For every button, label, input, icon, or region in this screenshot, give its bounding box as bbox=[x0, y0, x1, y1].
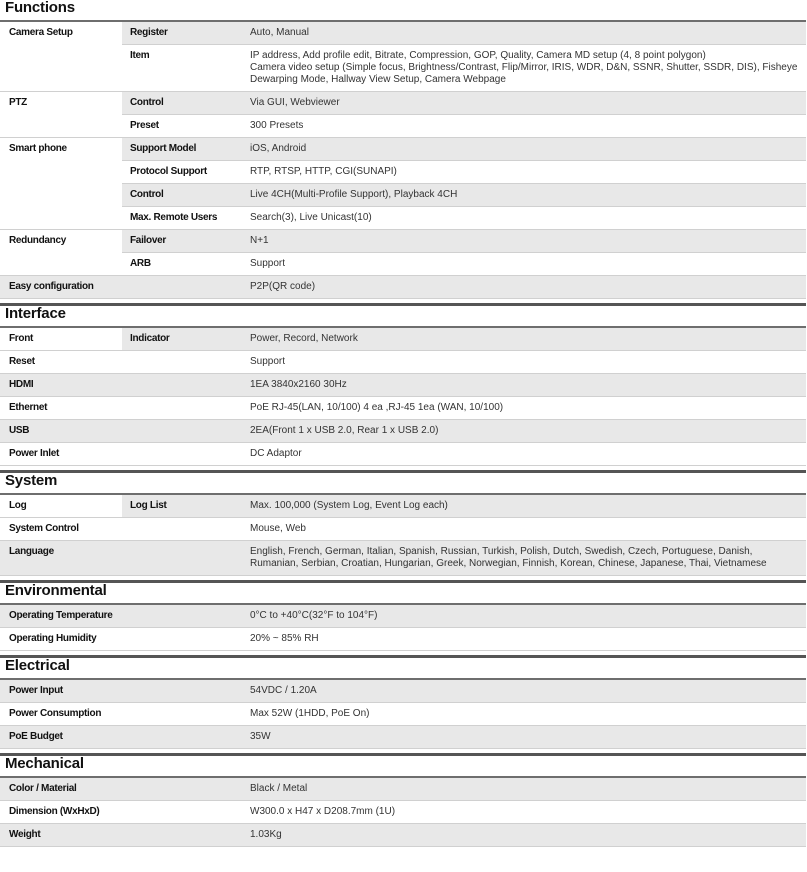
group-label-cell bbox=[0, 230, 122, 276]
group-label-cell bbox=[0, 138, 122, 230]
spec-label: PoE Budget bbox=[9, 731, 63, 742]
group-rows bbox=[122, 495, 806, 518]
spec-sub-label: Support Model bbox=[130, 143, 197, 154]
spec-group-ptz bbox=[0, 92, 806, 138]
group-label-cell bbox=[0, 92, 122, 138]
section-title: System bbox=[5, 472, 58, 489]
spec-row bbox=[122, 45, 806, 92]
spec-row bbox=[122, 207, 806, 230]
section-title: Electrical bbox=[5, 657, 70, 674]
section-environmental bbox=[0, 583, 807, 658]
spec-value: Search(3), Live Unicast(10) bbox=[250, 212, 372, 223]
group-rows bbox=[122, 138, 806, 230]
spec-value: Max 52W (1HDD, PoE On) bbox=[250, 708, 370, 719]
spec-row-system-control bbox=[0, 518, 806, 541]
spec-value: IP address, Add profile edit, Bitrate, Compression, GOP, Quality, Camera MD setup (4, 8 point polygon) Camera video setup (Simple focus, Brightness/Contrast, Flip/Mirror, IRIS, WDR, D&N, SSNR, Shutter, SSDR, DIS), Fisheye Dewarping Mode, Hallway View Setup, Camera Webpage bbox=[250, 50, 798, 85]
spec-sub-label: Protocol Support bbox=[130, 166, 207, 177]
spec-sub-label: Max. Remote Users bbox=[130, 212, 218, 223]
group-rows bbox=[122, 92, 806, 138]
spec-row bbox=[122, 184, 806, 207]
section-interface bbox=[0, 306, 807, 473]
spec-row-operating-temperature bbox=[0, 605, 806, 628]
spec-sub-label: Indicator bbox=[130, 333, 170, 344]
spec-value: RTP, RTSP, HTTP, CGI(SUNAPI) bbox=[250, 166, 397, 177]
spec-label: Easy configuration bbox=[9, 281, 94, 292]
spec-label: Color / Material bbox=[9, 783, 77, 794]
spec-label: Dimension (WxHxD) bbox=[9, 806, 100, 817]
spec-sub-label: Item bbox=[130, 50, 150, 61]
spec-label: Weight bbox=[9, 829, 41, 840]
spec-row-usb bbox=[0, 420, 806, 443]
spec-group-redundancy bbox=[0, 230, 806, 276]
spec-row bbox=[122, 22, 806, 45]
spec-value: 2EA(Front 1 x USB 2.0, Rear 1 x USB 2.0) bbox=[250, 425, 439, 436]
spec-row bbox=[122, 253, 806, 276]
spec-group-log bbox=[0, 495, 806, 518]
spec-row-poe-budget bbox=[0, 726, 806, 749]
spec-value: 35W bbox=[250, 731, 271, 742]
spec-row bbox=[122, 161, 806, 184]
section-system bbox=[0, 473, 807, 583]
group-label-cell bbox=[0, 495, 122, 518]
section-title: Environmental bbox=[5, 582, 107, 599]
spec-value: 1EA 3840x2160 30Hz bbox=[250, 379, 347, 390]
group-rows bbox=[122, 328, 806, 351]
spec-value: 54VDC / 1.20A bbox=[250, 685, 317, 696]
spec-label: Reset bbox=[9, 356, 35, 367]
section-title: Interface bbox=[5, 305, 66, 322]
section-title: Mechanical bbox=[5, 755, 84, 772]
section-title: Functions bbox=[5, 0, 75, 16]
spec-row-reset bbox=[0, 351, 806, 374]
spec-row-hdmi bbox=[0, 374, 806, 397]
spec-sub-label: Register bbox=[130, 27, 168, 38]
group-label-cell bbox=[0, 328, 122, 351]
spec-value: Support bbox=[250, 356, 286, 367]
spec-sub-label: Control bbox=[130, 97, 164, 108]
spec-row bbox=[122, 328, 806, 351]
spec-value: N+1 bbox=[250, 235, 269, 246]
spec-label: Power Inlet bbox=[9, 448, 60, 459]
spec-row bbox=[122, 230, 806, 253]
spec-value: 0°C to +40°C(32°F to 104°F) bbox=[250, 610, 378, 621]
spec-sub-label: Preset bbox=[130, 120, 159, 131]
spec-row bbox=[122, 495, 806, 518]
spec-row-language bbox=[0, 541, 806, 576]
group-label: Front bbox=[9, 333, 34, 344]
spec-label: System Control bbox=[9, 523, 79, 534]
group-label: Log bbox=[9, 500, 27, 511]
spec-value: English, French, German, Italian, Spanish, Russian, Turkish, Polish, Dutch, Swedish, Czech, Portuguese, Danish, Rumanian, Serbian, Croatian, Hungarian, Greek, Norwegian, Finnish, Korean, Chinese, Japanese, Thai, Vietnamese bbox=[250, 546, 767, 569]
spec-label: Operating Humidity bbox=[9, 633, 97, 644]
spec-row-operating-humidity bbox=[0, 628, 806, 651]
group-label: Redundancy bbox=[9, 235, 67, 246]
spec-value: 300 Presets bbox=[250, 120, 304, 131]
group-rows bbox=[122, 22, 806, 92]
spec-label: HDMI bbox=[9, 379, 34, 390]
spec-value: Live 4CH(Multi-Profile Support), Playback 4CH bbox=[250, 189, 458, 200]
group-label: Camera Setup bbox=[9, 27, 73, 38]
spec-group-camera-setup bbox=[0, 22, 806, 92]
spec-row bbox=[122, 138, 806, 161]
spec-value: 1.03Kg bbox=[250, 829, 282, 840]
spec-row bbox=[122, 115, 806, 138]
spec-sub-label: Log List bbox=[130, 500, 167, 511]
spec-value: 20% ~ 85% RH bbox=[250, 633, 319, 644]
spec-value: DC Adaptor bbox=[250, 448, 302, 459]
spec-row-power-input bbox=[0, 680, 806, 703]
spec-value: iOS, Android bbox=[250, 143, 307, 154]
spec-label: Operating Temperature bbox=[9, 610, 113, 621]
spec-value: P2P(QR code) bbox=[250, 281, 316, 292]
spec-label: USB bbox=[9, 425, 30, 436]
spec-row-color-material bbox=[0, 778, 806, 801]
spec-sub-label: Control bbox=[130, 189, 164, 200]
group-label: PTZ bbox=[9, 97, 27, 108]
spec-value: Black / Metal bbox=[250, 783, 308, 794]
spec-value: Power, Record, Network bbox=[250, 333, 358, 344]
section-electrical bbox=[0, 658, 807, 756]
spec-value: Support bbox=[250, 258, 286, 269]
section-functions bbox=[0, 0, 807, 306]
spec-row-dimension-wxhxd bbox=[0, 801, 806, 824]
spec-group-front bbox=[0, 328, 806, 351]
spec-label: Power Input bbox=[9, 685, 63, 696]
spec-value: PoE RJ-45(LAN, 10/100) 4 ea ,RJ-45 1ea (WAN, 10/100) bbox=[250, 402, 504, 413]
spec-row-easy-configuration bbox=[0, 276, 806, 299]
spec-row bbox=[122, 92, 806, 115]
spec-group-smart-phone bbox=[0, 138, 806, 230]
spec-sub-label: Failover bbox=[130, 235, 166, 246]
spec-label: Language bbox=[9, 546, 54, 557]
spec-sub-label: ARB bbox=[130, 258, 151, 269]
spec-row-ethernet bbox=[0, 397, 806, 420]
spec-value: W300.0 x H47 x D208.7mm (1U) bbox=[250, 806, 396, 817]
spec-label: Power Consumption bbox=[9, 708, 102, 719]
spec-value: Max. 100,000 (System Log, Event Log each) bbox=[250, 500, 448, 511]
spec-value: Via GUI, Webviewer bbox=[250, 97, 340, 108]
spec-value: Mouse, Web bbox=[250, 523, 306, 534]
spec-value: Auto, Manual bbox=[250, 27, 309, 38]
section-mechanical bbox=[0, 756, 807, 847]
spec-row-power-consumption bbox=[0, 703, 806, 726]
spec-row-weight bbox=[0, 824, 806, 847]
group-rows bbox=[122, 230, 806, 276]
group-label: Smart phone bbox=[9, 143, 67, 154]
spec-row-power-inlet bbox=[0, 443, 806, 466]
group-label-cell bbox=[0, 22, 122, 92]
spec-label: Ethernet bbox=[9, 402, 48, 413]
